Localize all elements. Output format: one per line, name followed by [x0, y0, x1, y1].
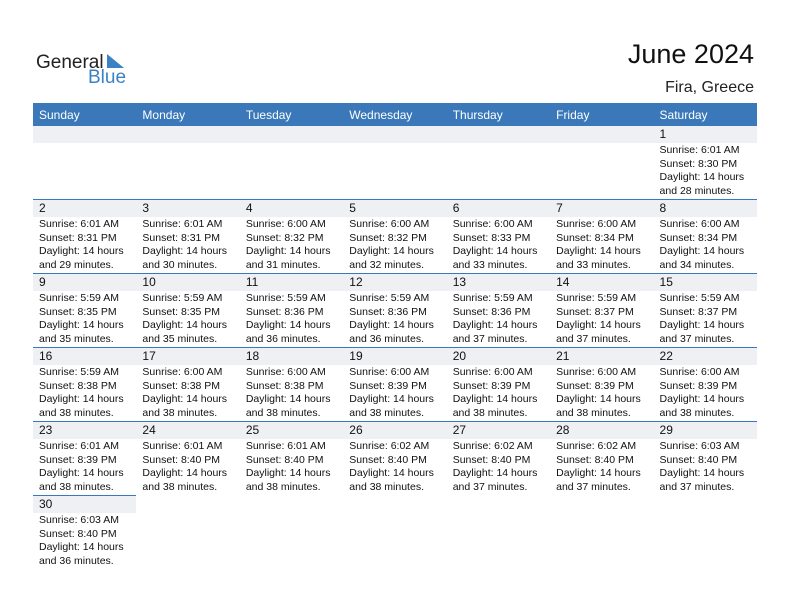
day-info [33, 513, 136, 568]
day-number: 9 [33, 274, 136, 291]
empty-day-cell [343, 126, 446, 200]
day-cell [343, 274, 446, 348]
day-number: 26 [343, 422, 446, 439]
sunset-text: Sunset: 8:33 PM [452, 231, 531, 244]
day-info [550, 217, 653, 272]
day-number: 7 [550, 200, 653, 217]
sunrise-text: Sunrise: 6:00 AM [142, 366, 223, 378]
sunset-text: Sunset: 8:39 PM [349, 379, 427, 392]
brand-logo [36, 50, 146, 90]
day-number: 29 [654, 422, 757, 439]
sunrise-text: Sunrise: 5:59 AM [245, 292, 326, 304]
daylight-text: Daylight: 14 hours [349, 245, 434, 257]
daylight-text: Daylight: 14 hours [659, 171, 745, 183]
day-info [654, 217, 757, 272]
sunrise-text: Sunrise: 6:00 AM [245, 366, 326, 378]
sunrise-text: Sunrise: 6:02 AM [452, 440, 533, 452]
sunrise-text: Sunrise: 5:59 AM [142, 292, 223, 304]
day-cell [654, 274, 757, 348]
minutes-text: and 33 minutes. [556, 258, 631, 271]
daylight-text: Daylight: 14 hours [245, 467, 331, 479]
sunset-text: Sunset: 8:32 PM [245, 231, 324, 244]
sunset-text: Sunset: 8:39 PM [659, 379, 738, 392]
day-info [136, 439, 239, 494]
day-cell [447, 422, 550, 496]
minutes-text: and 34 minutes. [659, 258, 735, 271]
empty-day-bar [550, 126, 653, 143]
logo-word-general: General [36, 52, 104, 73]
day-cell [240, 422, 343, 496]
minutes-text: and 36 minutes. [39, 554, 114, 567]
day-cell [33, 200, 136, 274]
day-cell [654, 200, 757, 274]
day-number: 4 [240, 200, 343, 217]
weekday-header: Monday [136, 103, 239, 126]
day-info [447, 291, 550, 346]
sunset-text: Sunset: 8:40 PM [39, 527, 117, 540]
minutes-text: and 31 minutes. [245, 258, 321, 271]
sunset-text: Sunset: 8:39 PM [556, 379, 634, 392]
daylight-text: Daylight: 14 hours [349, 393, 434, 405]
day-info [654, 365, 757, 420]
location-subtitle: Fira, Greece [665, 79, 754, 96]
day-number: 22 [654, 348, 757, 365]
sunrise-text: Sunrise: 6:01 AM [659, 144, 740, 156]
empty-day-cell [654, 496, 757, 570]
day-info [240, 365, 343, 420]
empty-day-cell [447, 496, 550, 570]
minutes-text: and 32 minutes. [349, 258, 424, 271]
day-info [136, 365, 239, 420]
day-number: 24 [136, 422, 239, 439]
day-info [343, 365, 446, 420]
day-cell [343, 200, 446, 274]
minutes-text: and 38 minutes. [39, 406, 114, 419]
sunset-text: Sunset: 8:40 PM [659, 453, 738, 466]
weekday-header: Friday [550, 103, 653, 126]
day-number: 14 [550, 274, 653, 291]
minutes-text: and 38 minutes. [142, 480, 218, 493]
day-number: 12 [343, 274, 446, 291]
sunset-text: Sunset: 8:30 PM [659, 157, 738, 170]
sunset-text: Sunset: 8:38 PM [39, 379, 117, 392]
daylight-text: Daylight: 14 hours [245, 245, 331, 257]
empty-day-bar [343, 126, 446, 143]
day-info [550, 439, 653, 494]
day-number: 13 [447, 274, 550, 291]
daylight-text: Daylight: 14 hours [452, 467, 538, 479]
sunset-text: Sunset: 8:35 PM [39, 305, 117, 318]
sunrise-text: Sunrise: 5:59 AM [39, 292, 119, 304]
daylight-text: Daylight: 14 hours [452, 245, 538, 257]
empty-day-cell [240, 496, 343, 570]
day-cell [550, 274, 653, 348]
daylight-text: Daylight: 14 hours [349, 467, 434, 479]
day-number: 1 [654, 126, 757, 143]
minutes-text: and 38 minutes. [659, 406, 735, 419]
sunrise-text: Sunrise: 6:00 AM [659, 366, 740, 378]
minutes-text: and 29 minutes. [39, 258, 114, 271]
daylight-text: Daylight: 14 hours [452, 319, 538, 331]
sunrise-text: Sunrise: 6:03 AM [659, 440, 740, 452]
sunrise-text: Sunrise: 6:00 AM [659, 218, 740, 230]
sunset-text: Sunset: 8:35 PM [142, 305, 221, 318]
minutes-text: and 33 minutes. [452, 258, 528, 271]
calendar-table [33, 103, 757, 569]
weekday-header: Wednesday [343, 103, 446, 126]
minutes-text: and 36 minutes. [349, 332, 424, 345]
minutes-text: and 37 minutes. [556, 332, 631, 345]
day-info [343, 217, 446, 272]
day-info [550, 365, 653, 420]
day-info [240, 291, 343, 346]
day-cell [33, 348, 136, 422]
day-info [136, 217, 239, 272]
sunrise-text: Sunrise: 6:00 AM [452, 218, 533, 230]
sunrise-text: Sunrise: 6:00 AM [452, 366, 533, 378]
sunset-text: Sunset: 8:39 PM [39, 453, 117, 466]
day-number: 18 [240, 348, 343, 365]
sunset-text: Sunset: 8:40 PM [142, 453, 221, 466]
day-number: 20 [447, 348, 550, 365]
empty-day-cell [136, 126, 239, 200]
day-cell [447, 200, 550, 274]
sunrise-text: Sunrise: 6:00 AM [245, 218, 326, 230]
minutes-text: and 38 minutes. [452, 406, 528, 419]
day-cell [33, 422, 136, 496]
minutes-text: and 37 minutes. [452, 332, 528, 345]
weekday-header: Tuesday [240, 103, 343, 126]
day-info [33, 291, 136, 346]
day-cell [240, 274, 343, 348]
sunrise-text: Sunrise: 6:03 AM [39, 514, 119, 526]
daylight-text: Daylight: 14 hours [556, 467, 641, 479]
sunrise-text: Sunrise: 6:02 AM [349, 440, 430, 452]
week-row [33, 200, 757, 274]
week-row [33, 126, 757, 200]
minutes-text: and 37 minutes. [659, 480, 735, 493]
day-info [343, 439, 446, 494]
daylight-text: Daylight: 14 hours [142, 467, 228, 479]
sunset-text: Sunset: 8:37 PM [556, 305, 634, 318]
day-cell [33, 274, 136, 348]
day-number: 15 [654, 274, 757, 291]
empty-day-bar [33, 126, 136, 143]
day-number: 6 [447, 200, 550, 217]
daylight-text: Daylight: 14 hours [452, 393, 538, 405]
daylight-text: Daylight: 14 hours [556, 245, 641, 257]
empty-day-cell [33, 126, 136, 200]
weekday-header: Saturday [654, 103, 757, 126]
day-info [654, 143, 757, 198]
sunset-text: Sunset: 8:34 PM [659, 231, 738, 244]
sunrise-text: Sunrise: 6:00 AM [556, 218, 637, 230]
daylight-text: Daylight: 14 hours [245, 393, 331, 405]
daylight-text: Daylight: 14 hours [556, 319, 641, 331]
daylight-text: Daylight: 14 hours [659, 245, 745, 257]
day-info [136, 291, 239, 346]
daylight-text: Daylight: 14 hours [245, 319, 331, 331]
empty-day-cell [447, 126, 550, 200]
daylight-text: Daylight: 14 hours [142, 393, 228, 405]
empty-day-bar [240, 126, 343, 143]
minutes-text: and 37 minutes. [556, 480, 631, 493]
daylight-text: Daylight: 14 hours [39, 541, 124, 553]
sunrise-text: Sunrise: 6:00 AM [349, 218, 430, 230]
weekday-header: Sunday [33, 103, 136, 126]
weekday-header: Thursday [447, 103, 550, 126]
sunrise-text: Sunrise: 5:59 AM [39, 366, 119, 378]
empty-day-bar [447, 126, 550, 143]
day-info [654, 291, 757, 346]
sunrise-text: Sunrise: 6:01 AM [142, 440, 223, 452]
day-number: 23 [33, 422, 136, 439]
day-cell [447, 348, 550, 422]
day-info [33, 217, 136, 272]
minutes-text: and 35 minutes. [39, 332, 114, 345]
minutes-text: and 30 minutes. [142, 258, 218, 271]
daylight-text: Daylight: 14 hours [39, 245, 124, 257]
empty-day-cell [136, 496, 239, 570]
daylight-text: Daylight: 14 hours [556, 393, 641, 405]
day-cell [240, 348, 343, 422]
day-number: 17 [136, 348, 239, 365]
sunset-text: Sunset: 8:39 PM [452, 379, 531, 392]
week-row [33, 348, 757, 422]
sunrise-text: Sunrise: 6:01 AM [39, 218, 119, 230]
day-cell [136, 348, 239, 422]
day-number: 2 [33, 200, 136, 217]
day-number: 28 [550, 422, 653, 439]
page-title: June 2024 [627, 39, 754, 69]
week-row [33, 274, 757, 348]
sunset-text: Sunset: 8:40 PM [245, 453, 324, 466]
empty-day-cell [343, 496, 446, 570]
minutes-text: and 38 minutes. [245, 480, 321, 493]
minutes-text: and 37 minutes. [659, 332, 735, 345]
day-cell [343, 422, 446, 496]
day-cell [136, 422, 239, 496]
sunset-text: Sunset: 8:37 PM [659, 305, 738, 318]
sunset-text: Sunset: 8:36 PM [245, 305, 324, 318]
minutes-text: and 28 minutes. [659, 184, 735, 197]
day-info [447, 365, 550, 420]
sunset-text: Sunset: 8:38 PM [142, 379, 221, 392]
day-cell [550, 422, 653, 496]
minutes-text: and 37 minutes. [452, 480, 528, 493]
sunrise-text: Sunrise: 6:01 AM [142, 218, 223, 230]
day-cell [654, 422, 757, 496]
day-cell [654, 348, 757, 422]
daylight-text: Daylight: 14 hours [142, 245, 228, 257]
day-number: 5 [343, 200, 446, 217]
day-cell [447, 274, 550, 348]
day-number: 21 [550, 348, 653, 365]
week-row [33, 422, 757, 496]
day-number: 16 [33, 348, 136, 365]
sunset-text: Sunset: 8:34 PM [556, 231, 634, 244]
minutes-text: and 35 minutes. [142, 332, 218, 345]
daylight-text: Daylight: 14 hours [39, 393, 124, 405]
sunset-text: Sunset: 8:40 PM [349, 453, 427, 466]
sunset-text: Sunset: 8:38 PM [245, 379, 324, 392]
logo-word-blue: Blue [88, 67, 127, 88]
day-info [240, 439, 343, 494]
daylight-text: Daylight: 14 hours [142, 319, 228, 331]
day-info [447, 439, 550, 494]
sunrise-text: Sunrise: 5:59 AM [349, 292, 430, 304]
sunset-text: Sunset: 8:32 PM [349, 231, 427, 244]
day-info [447, 217, 550, 272]
calendar-body [33, 126, 757, 569]
daylight-text: Daylight: 14 hours [659, 467, 745, 479]
empty-day-bar [136, 126, 239, 143]
day-info [33, 365, 136, 420]
minutes-text: and 38 minutes. [39, 480, 114, 493]
day-number: 27 [447, 422, 550, 439]
day-cell [33, 496, 136, 570]
day-number: 11 [240, 274, 343, 291]
day-number: 3 [136, 200, 239, 217]
day-number: 8 [654, 200, 757, 217]
empty-day-cell [550, 126, 653, 200]
weekday-header-row [33, 103, 757, 126]
sunset-text: Sunset: 8:31 PM [39, 231, 117, 244]
sunset-text: Sunset: 8:40 PM [452, 453, 531, 466]
minutes-text: and 38 minutes. [142, 406, 218, 419]
day-number: 25 [240, 422, 343, 439]
day-cell [550, 348, 653, 422]
day-info [33, 439, 136, 494]
day-cell [136, 200, 239, 274]
sunset-text: Sunset: 8:36 PM [349, 305, 427, 318]
day-info [550, 291, 653, 346]
sunrise-text: Sunrise: 5:59 AM [659, 292, 740, 304]
empty-day-cell [240, 126, 343, 200]
day-number: 10 [136, 274, 239, 291]
sunset-text: Sunset: 8:31 PM [142, 231, 221, 244]
daylight-text: Daylight: 14 hours [39, 319, 124, 331]
empty-day-cell [550, 496, 653, 570]
day-info [343, 291, 446, 346]
daylight-text: Daylight: 14 hours [349, 319, 434, 331]
day-number: 30 [33, 496, 136, 513]
minutes-text: and 38 minutes. [556, 406, 631, 419]
sunrise-text: Sunrise: 5:59 AM [452, 292, 533, 304]
minutes-text: and 36 minutes. [245, 332, 321, 345]
day-info [654, 439, 757, 494]
week-row [33, 496, 757, 570]
sunrise-text: Sunrise: 6:02 AM [556, 440, 637, 452]
day-number: 19 [343, 348, 446, 365]
minutes-text: and 38 minutes. [349, 480, 424, 493]
sunrise-text: Sunrise: 6:01 AM [245, 440, 326, 452]
sunset-text: Sunset: 8:40 PM [556, 453, 634, 466]
day-cell [654, 126, 757, 200]
sunrise-text: Sunrise: 5:59 AM [556, 292, 637, 304]
sunrise-text: Sunrise: 6:00 AM [349, 366, 430, 378]
daylight-text: Daylight: 14 hours [39, 467, 124, 479]
day-cell [136, 274, 239, 348]
minutes-text: and 38 minutes. [245, 406, 321, 419]
daylight-text: Daylight: 14 hours [659, 319, 745, 331]
sunset-text: Sunset: 8:36 PM [452, 305, 531, 318]
daylight-text: Daylight: 14 hours [659, 393, 745, 405]
day-cell [240, 200, 343, 274]
sunrise-text: Sunrise: 6:00 AM [556, 366, 637, 378]
day-cell [550, 200, 653, 274]
day-info [240, 217, 343, 272]
day-cell [343, 348, 446, 422]
sunrise-text: Sunrise: 6:01 AM [39, 440, 119, 452]
minutes-text: and 38 minutes. [349, 406, 424, 419]
